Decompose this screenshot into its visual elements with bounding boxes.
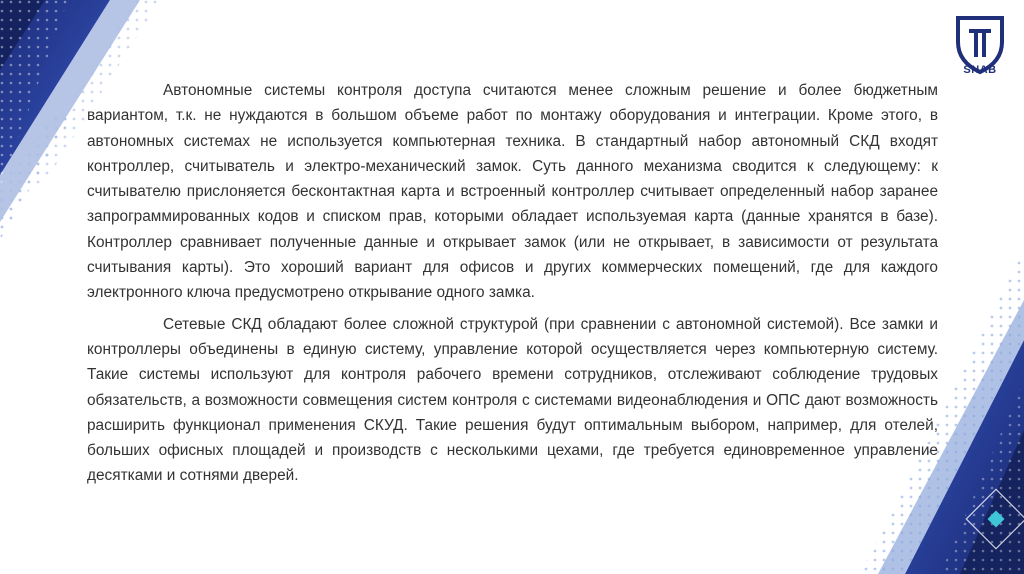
brand-name: SNAB <box>963 64 997 76</box>
paragraph-network: Сетевые СКД обладают более сложной структурой (при сравнении с автономной системой). Все замки и контроллеры объединены в единую систему, управление которой осуществляется через компьютерную систему. Такие системы используют для контроля рабочего времени сотрудников, отслеживают соблюдение трудовых обязательств, а возможности совмещения систем контроля с системами видеонаблюдения и ОПС дают возможность расширить функционал применения СКУД. Такие решения будут оптимальным выбором, например, для отелей, больших офисных площадей и производств с несколькими цехами, где требуется единовременное управление десятками и сотнями дверей. <box>87 315 938 485</box>
paragraph-autonomous: Автономные системы контроля доступа считаются менее сложным решение и более бюджетным вариантом, т.к. не нуждаются в большом объеме работ по монтажу оборудования и интеграции. Кроме этого, в автономных системах не используется компьютерная техника. В стандартный набор автономный СКД входят контроллер, считыватель и электро-механический замок. Суть данного механизма сводится к следующему: к считывателю прислоняется бесконтактная карта и встроенный контроллер считывает определенный набор заранее запрограммированных кодов и списком прав, которыми обладает используемая карта (данные хранятся в базе). Контроллер сравнивает полученные данные и открывает замок (или не открывает, в зависимости от результата считывания карты). Это хороший вариант для офисов и других коммерческих помещений, где для каждого электронного ключа предусмотрено открывание одного замка. <box>87 82 938 302</box>
brand-shield-icon <box>952 12 1008 88</box>
text-body <box>87 78 938 489</box>
